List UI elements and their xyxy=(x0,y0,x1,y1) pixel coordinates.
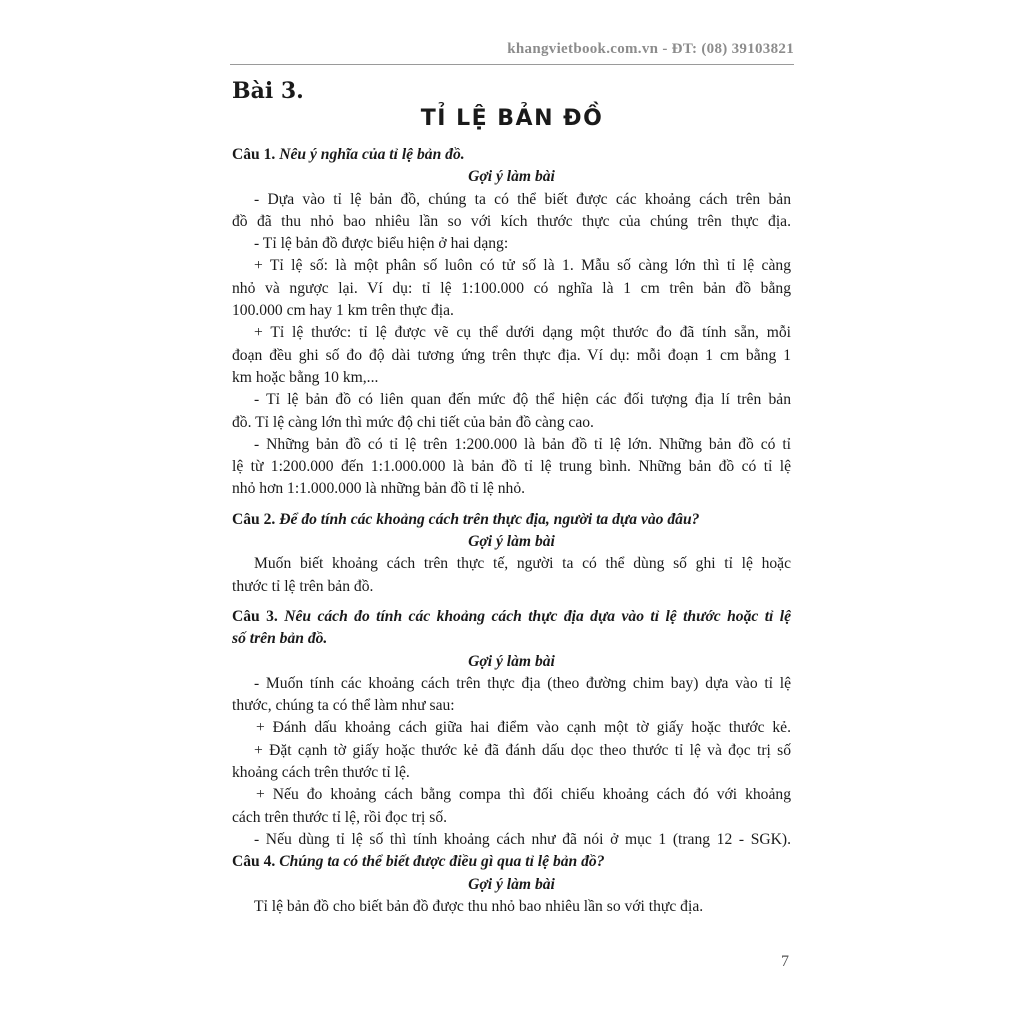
question-3-continued xyxy=(232,628,791,650)
spacer xyxy=(232,598,791,606)
question-3 xyxy=(232,606,791,628)
page-number: 7 xyxy=(781,953,789,970)
spacer xyxy=(232,501,791,509)
paragraph-line: thước, chúng ta có thể làm như sau: xyxy=(232,697,455,715)
question-text: Để đo tính các khoảng cách trên thực địa, người ta dựa vào đâu? xyxy=(279,510,700,528)
paragraph-line: khoảng cách trên thước tỉ lệ. xyxy=(232,764,410,782)
header-text: khangvietbook.com.vn - ĐT: (08) 39103821 xyxy=(507,41,794,57)
question-label: Câu 1. xyxy=(232,146,276,163)
paragraph-line: đồ. Tỉ lệ càng lớn thì mức độ chi tiết của bản đồ càng cao. xyxy=(232,413,594,431)
paragraph-line: thước tỉ lệ trên bản đồ. xyxy=(232,577,374,595)
question-text: số trên bản đồ. xyxy=(232,630,328,648)
paragraph-line: + Nếu đo khoảng cách bằng compa thì đối chiếu khoảng cách đó với khoảng xyxy=(256,786,791,804)
paragraph-line: nhỏ hơn 1:1.000.000 là những bản đồ tỉ lệ nhỏ. xyxy=(232,480,526,498)
paragraph-line: + Tỉ lệ số: là một phân số luôn có tử số là 1. Mẫu số càng lớn thì tỉ lệ càng xyxy=(254,257,791,275)
paragraph-line: + Đánh dấu khoảng cách giữa hai điểm vào cạnh một tờ giấy hoặc thước kẻ. xyxy=(256,719,791,737)
question-text: Chúng ta có thể biết được điều gì qua tỉ lệ bản đồ? xyxy=(279,853,605,871)
paragraph-line: - Những bản đồ có tỉ lệ trên 1:200.000 là bản đồ tỉ lệ lớn. Những bản đồ có tỉ xyxy=(254,435,791,453)
question-label: Câu 2. xyxy=(232,510,276,528)
question-label: Câu 4. xyxy=(232,853,276,871)
paragraph-line: cách trên thước tỉ lệ, rồi đọc trị số. xyxy=(232,808,448,826)
paragraph-line: km hoặc bằng 10 km,... xyxy=(232,368,379,386)
paragraph-line: 100.000 cm hay 1 km trên thực địa. xyxy=(232,302,454,320)
lesson-number: Bài 3. xyxy=(232,78,304,104)
hint-heading: Gợi ý làm bài xyxy=(468,875,555,893)
paragraph-line: đoạn đều ghi số đo độ dài tương ứng trên thực địa. Ví dụ: mỗi đoạn 1 cm bằng 1 xyxy=(232,346,791,364)
question-4 xyxy=(232,851,791,873)
hint-heading: Gợi ý làm bài xyxy=(468,652,555,670)
paragraph-line: Muốn biết khoảng cách trên thực tế, người ta có thể dùng số ghi tỉ lệ hoặc xyxy=(254,555,791,573)
question-text: Nêu cách đo tính các khoảng cách thực địa dựa vào tỉ lệ thước hoặc tỉ lệ xyxy=(284,607,792,625)
paragraph-line: lệ từ 1:200.000 đến 1:1.000.000 là bản đồ tỉ lệ trung bình. Những bản đồ có tỉ lệ xyxy=(232,458,791,476)
paragraph-line: - Nếu dùng tỉ lệ số thì tính khoảng cách như đã nói ở mục 1 (trang 12 - SGK). xyxy=(254,830,791,848)
paragraph-line: - Tỉ lệ bản đồ có liên quan đến mức độ thể hiện các đối tượng địa lí trên bản xyxy=(254,391,791,409)
hint-heading: Gợi ý làm bài xyxy=(468,168,555,186)
paragraph-line: - Tỉ lệ bản đồ được biểu hiện ở hai dạng: xyxy=(254,235,509,253)
paragraph-line: Tỉ lệ bản đồ cho biết bản đồ được thu nhỏ bao nhiêu lần so với thực địa. xyxy=(254,897,704,915)
page-title: TỈ LỆ BẢN ĐỒ xyxy=(420,106,604,131)
paragraph-line: nhỏ và ngược lại. Ví dụ: tỉ lệ 1:100.000 có nghĩa là 1 cm trên bản đồ bằng xyxy=(232,279,791,297)
paragraph-line: - Dựa vào tỉ lệ bản đồ, chúng ta có thể biết được các khoảng cách trên bản xyxy=(254,190,791,208)
page-header xyxy=(230,40,794,65)
question-label: Câu 3. xyxy=(232,607,278,625)
content xyxy=(232,144,791,918)
question-text: Nêu ý nghĩa của tỉ lệ bản đồ. xyxy=(279,146,465,163)
paragraph-line: đồ đã thu nhỏ bao nhiêu lần so với kích thước thực của chúng trên thực địa. xyxy=(232,212,791,230)
paragraph-line: + Đặt cạnh tờ giấy hoặc thước kẻ đã đánh dấu dọc theo thước tỉ lệ và đọc trị số xyxy=(254,741,791,759)
question-1 xyxy=(232,144,791,166)
hint-heading: Gợi ý làm bài xyxy=(468,533,555,551)
paragraph-line: + Tỉ lệ thước: tỉ lệ được vẽ cụ thể dưới dạng một thước đo đã tính sẵn, mỗi xyxy=(254,324,791,342)
question-2 xyxy=(232,509,791,531)
paragraph-line: - Muốn tính các khoảng cách trên thực địa (theo đường chim bay) dựa vào tỉ lệ xyxy=(254,674,791,692)
